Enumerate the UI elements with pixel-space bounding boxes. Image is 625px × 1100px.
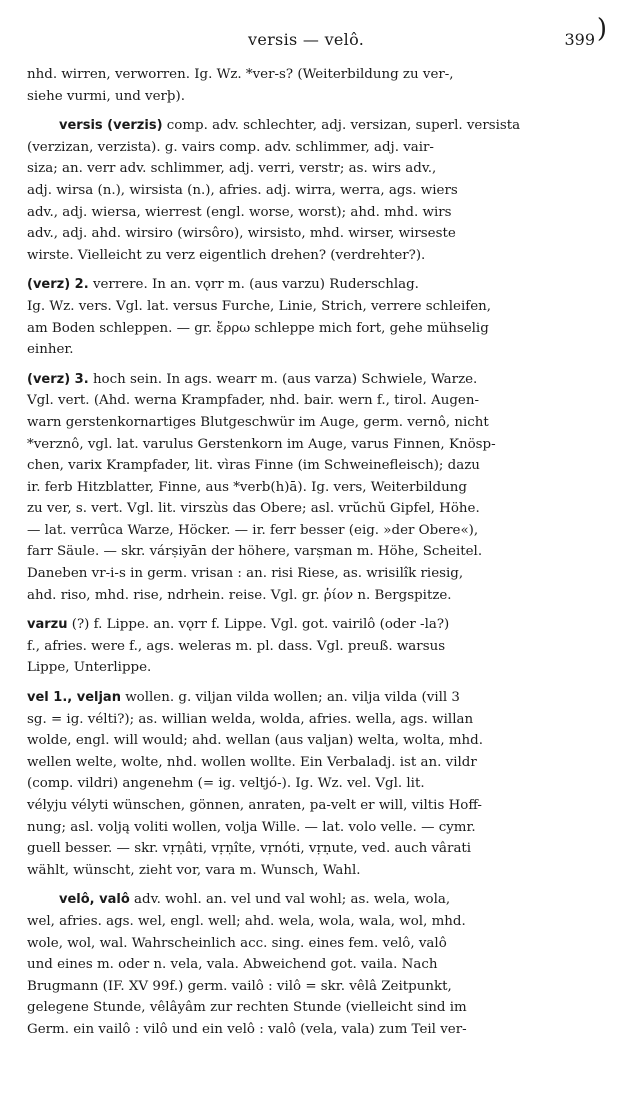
entry-line: Germ. ein vailô : vilô und ein velô : valô (vela, vala) zum Teil ver- [27, 1021, 467, 1037]
page-header [0, 14, 625, 54]
entry-line: sg. = ig. vélti?); as. willian welda, wolda, afries. wella, ags. willan [27, 711, 474, 727]
entry-line: adv., adj. wiersa, wierrest (engl. worse, worst); ahd. mhd. wirs [27, 204, 452, 220]
entry-line: ir. ferb Hitzblatter, Finne, aus *verb(h)ā). Ig. vers, Weiterbildung [27, 479, 467, 495]
entry-line: wel, afries. ags. wel, engl. well; ahd. wela, wola, wala, wol, mhd. [27, 913, 466, 929]
entry-line: wolde, engl. will would; ahd. wellan (aus valjan) welta, wolta, mhd. [27, 733, 483, 749]
entry-line: f., afries. were f., ags. weleras m. pl. dass. Vgl. preuß. warsus [27, 638, 446, 654]
entry-line: gelegene Stunde, vêlâyâm zur rechten Stunde (vielleicht sind im [27, 1000, 467, 1016]
entry-line: farr Säule. — skr. várṣiyān der höhere, varṣman m. Höhe, Scheitel. [27, 544, 483, 560]
entry-line: einher. [27, 342, 74, 358]
entry-verz-3 [27, 369, 603, 607]
entry-continuation [27, 64, 603, 107]
corner-bracket: ) [596, 14, 607, 44]
entry-headword: varzu [27, 617, 68, 633]
entry-varzu [27, 614, 603, 679]
entry-line: am Boden schleppen. — gr. ἔρρω schleppe mich fort, gehe mühselig [27, 320, 489, 336]
entry-line: nung; asl. volją voliti wollen, volja Wille. — lat. volo velle. — cymr. [27, 819, 476, 835]
entry-line: adj. wirsa (n.), wirsista (n.), afries. adj. wirra, werra, ags. wiers [27, 182, 458, 198]
entry-line: wellen welte, wolte, nhd. wollen wollte. Ein Verbaladj. ist an. vildr [27, 754, 477, 770]
entry-vel-1 [27, 687, 603, 881]
entry-line: chen, varix Krampfader, lit. vìras Finne (im Schweinefleisch); dazu [27, 458, 480, 474]
entry-line: wirste. Vielleicht zu verz eigentlich drehen? (verdrehter?). [27, 247, 426, 263]
entry-headword: vel 1., veljan [27, 690, 121, 706]
entry-line: guell besser. — skr. vṛṇâti, vṛṇîte, vṛnóti, vṛṇute, ved. auch vârati [27, 841, 472, 857]
entry-line: nhd. wirren, verworren. Ig. Wz. *ver-s? (Weiterbildung zu ver-, [27, 67, 454, 82]
entry-line: siza; an. verr adv. schlimmer, adj. verri, verstr; as. wirs adv., [27, 161, 437, 177]
entry-headword: (verz) 3. [27, 371, 89, 387]
entry-headword: velô, valô [59, 892, 130, 908]
entry-line: zu ver, s. vert. Vgl. lit. virszùs das Obere; asl. vrŭchŭ Gipfel, Höhe. [27, 501, 480, 517]
entry-line: vélyju vélyti wünschen, gönnen, anraten, pa-velt er will, viltis Hoff- [27, 798, 482, 813]
entry-velo [27, 889, 603, 1040]
entry-line: verrere. In an. vǫrr m. (aus varzu) Ruderschlag. [92, 277, 419, 293]
entry-line: ahd. riso, mhd. rise, ndrhein. reise. Vgl. gr. ῥίον n. Bergspitze. [27, 587, 452, 603]
entry-versis [27, 115, 603, 266]
entry-line: wollen. g. viljan vilda wollen; an. vilja vilda (vill 3 [125, 690, 460, 706]
entry-line: Daneben vr-i-s in germ. vrisan : an. risi Riese, as. wrisilîk riesig, [27, 566, 464, 582]
entry-line: und eines m. oder n. vela, vala. Abweichend got. vaila. Nach [27, 957, 438, 973]
entry-line: Ig. Wz. vers. Vgl. lat. versus Furche, Linie, Strich, verrere schleifen, [27, 298, 492, 314]
entry-verz-2 [27, 274, 603, 360]
page-body [27, 64, 603, 1049]
entry-line: comp. adv. schlechter, adj. versizan, superl. versista [166, 118, 521, 134]
entry-line: adv. wohl. an. vel und val wohl; as. wela, wola, [134, 892, 451, 908]
entry-line: Vgl. vert. (Ahd. werna Krampfader, nhd. bair. wern f., tirol. Augen- [27, 393, 480, 409]
entry-line: warn gerstenkornartiges Blutgeschwür im Auge, germ. vernô, nicht [27, 414, 489, 430]
entry-line: (comp. vildri) angenehm (= ig. veltjó-). Ig. Wz. vel. Vgl. lit. [27, 776, 425, 792]
entry-line: hoch sein. In ags. wearr m. (aus varza) Schwiele, Warze. [92, 371, 478, 387]
entry-line: — lat. verrûca Warze, Höcker. — ir. ferr besser (eig. »der Obere«), [27, 522, 479, 538]
running-title: versis — velô. [248, 30, 365, 49]
entry-line: adv., adj. ahd. wirsiro (wirsôro), wirsisto, mhd. wirser, wirseste [27, 226, 456, 242]
page-number: 399 [564, 30, 595, 49]
entry-headword: versis (verzis) [59, 118, 163, 134]
entry-line: (verzizan, verzista). g. vairs comp. adv. schlimmer, adj. vair- [27, 139, 434, 155]
entry-line: (?) f. Lippe. an. vǫrr f. Lippe. Vgl. got. vairilô (oder -la?) [71, 617, 450, 633]
entry-headword: (verz) 2. [27, 277, 89, 293]
entry-line: *verznô, vgl. lat. varulus Gerstenkorn im Auge, varus Finnen, Knösp- [27, 436, 496, 452]
entry-line: wählt, wünscht, zieht vor, vara m. Wunsch, Wahl. [27, 862, 361, 878]
entry-line: siehe vurmi, und verþ). [27, 88, 185, 104]
entry-line: Lippe, Unterlippe. [27, 660, 152, 676]
entry-line: wole, wol, wal. Wahrscheinlich acc. sing. eines fem. velô, valô [27, 935, 447, 951]
entry-line: Brugmann (IF. XV 99f.) germ. vailô : vilô = skr. vêlâ Zeitpunkt, [27, 978, 452, 994]
